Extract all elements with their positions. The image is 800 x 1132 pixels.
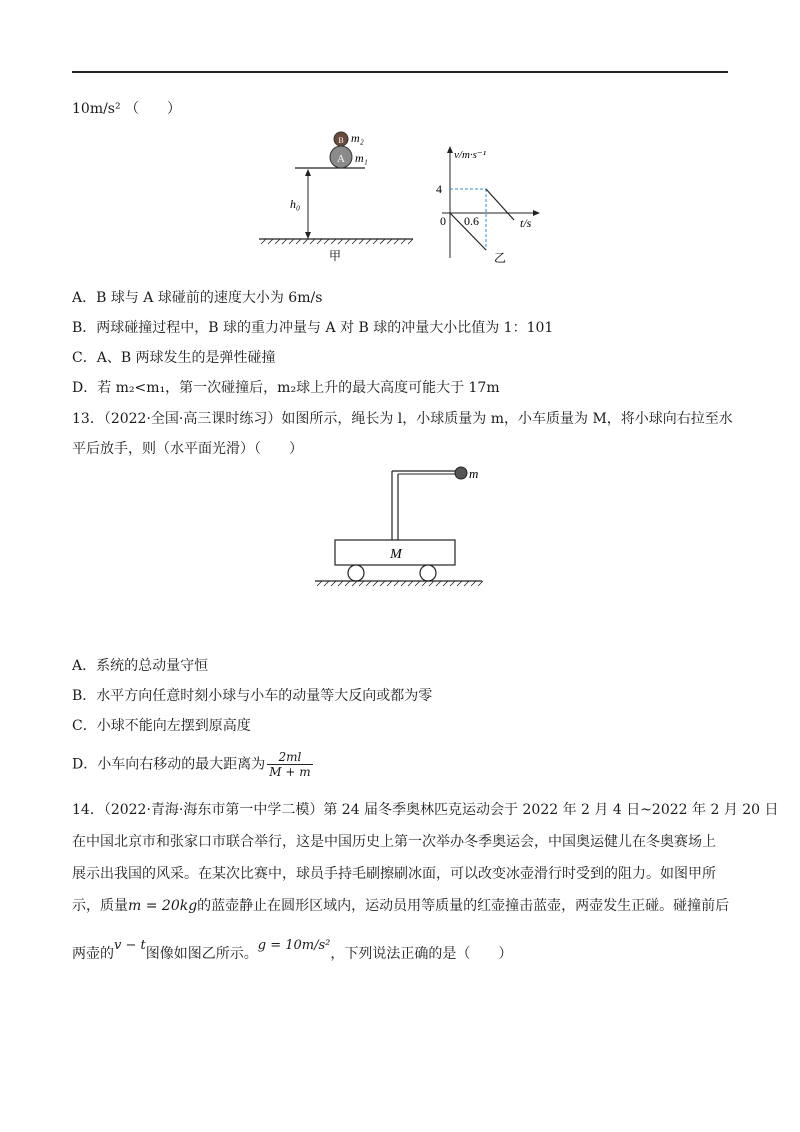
label-m1: m₁ — [355, 151, 368, 165]
label-m: m — [469, 466, 479, 481]
q14-formula-vt: v − t — [114, 938, 146, 953]
q12-option-b: B．两球碰撞过程中，B 球的重力冲量与 A 对 B 球的冲量大小比值为 1：101 — [72, 320, 554, 336]
q14-line5-text-c: ，下列说法正确的是（ ） — [330, 946, 513, 962]
cart-wheel-left — [348, 565, 364, 581]
label-m2: m₂ — [351, 131, 364, 145]
q13-option-d-text: D．小车向右移动的最大距离为 — [72, 756, 266, 773]
q12-option-d: D．若 m₂<m₁，第一次碰撞后，m₂球上升的最大高度可能大于 17m — [72, 380, 500, 396]
q13-figure-cart — [310, 462, 490, 592]
q14-stem-line5 — [72, 938, 513, 964]
q14-stem-line2: 在中国北京市和张家口市联合举行，这是中国历史上第一次举办冬季奥运会，中国奥运健儿在冬奥赛场上 — [72, 834, 716, 850]
q13-option-b: B．水平方向任意时刻小球与小车的动量等大反向或都为零 — [72, 688, 433, 704]
label-h0: h₀ — [290, 197, 301, 211]
q12-figure-yi — [428, 140, 548, 265]
axis-v-label: v/m·s⁻¹ — [454, 149, 487, 161]
q12-figure-jia — [255, 128, 420, 263]
q14-line5-text-a: 两壶的 — [72, 946, 114, 962]
cart-wheel-right — [420, 565, 436, 581]
caption-jia: 甲 — [328, 249, 342, 263]
axis-t-label: t/s — [520, 216, 532, 230]
q13-stem-line1: 13．（2022·全国·高三课时练习）如图所示，绳长为 l，小球质量为 m，小车质量为 M，将小球向右拉至水 — [72, 411, 733, 427]
q14-stem-line4 — [72, 896, 729, 916]
fraction-denominator: M + m — [269, 765, 311, 779]
q14-formula-mass: m = 20kg — [128, 898, 198, 914]
fraction-numerator: 2ml — [278, 750, 302, 764]
header-rule — [72, 71, 728, 73]
tick-0-6: 0.6 — [464, 214, 479, 228]
pendulum-ball — [455, 467, 467, 479]
q13-option-d-fraction — [267, 750, 312, 779]
q14-line4-text-a: 示，质量 — [72, 898, 128, 914]
q13-option-a: A．系统的总动量守恒 — [72, 658, 209, 674]
ball-a-label: A — [337, 153, 345, 165]
q13-option-d — [72, 750, 315, 779]
q12-option-a: A．B 球与 A 球碰前的速度大小为 6m/s — [72, 290, 323, 306]
ball-b-label: B — [338, 136, 344, 145]
label-M: M — [390, 547, 402, 562]
q12-option-c: C．A、B 两球发生的是弹性碰撞 — [72, 350, 276, 366]
q14-line5-text-b: 图像如图乙所示。 — [145, 946, 258, 962]
q14-stem-line1: 14．（2022·青海·海东市第一中学二模）第 24 届冬季奥林匹克运动会于 2022 年 2 月 4 日~2022 年 2 月 20 日 — [72, 802, 779, 818]
tick-4: 4 — [436, 182, 442, 196]
caption-yi: 乙 — [494, 251, 507, 265]
q12-tail-text: 10m/s² （ ） — [72, 101, 182, 117]
origin-0: 0 — [440, 214, 446, 228]
q14-line4-text-b: 的蓝壶静止在圆形区域内，运动员用等质量的红壶撞击蓝壶，两壶发生正碰。碰撞前后 — [197, 898, 730, 914]
q14-formula-g: g = 10m/s² — [257, 938, 331, 953]
q13-option-c: C．小球不能向左摆到原高度 — [72, 718, 251, 734]
q13-stem-line2: 平后放手，则（水平面光滑）（ ） — [72, 441, 303, 457]
q14-stem-line3: 展示出我国的风采。在某次比赛中，球员手持毛刷擦刷冰面，可以改变冰壶滑行时受到的阻力。如图甲所 — [72, 866, 716, 882]
